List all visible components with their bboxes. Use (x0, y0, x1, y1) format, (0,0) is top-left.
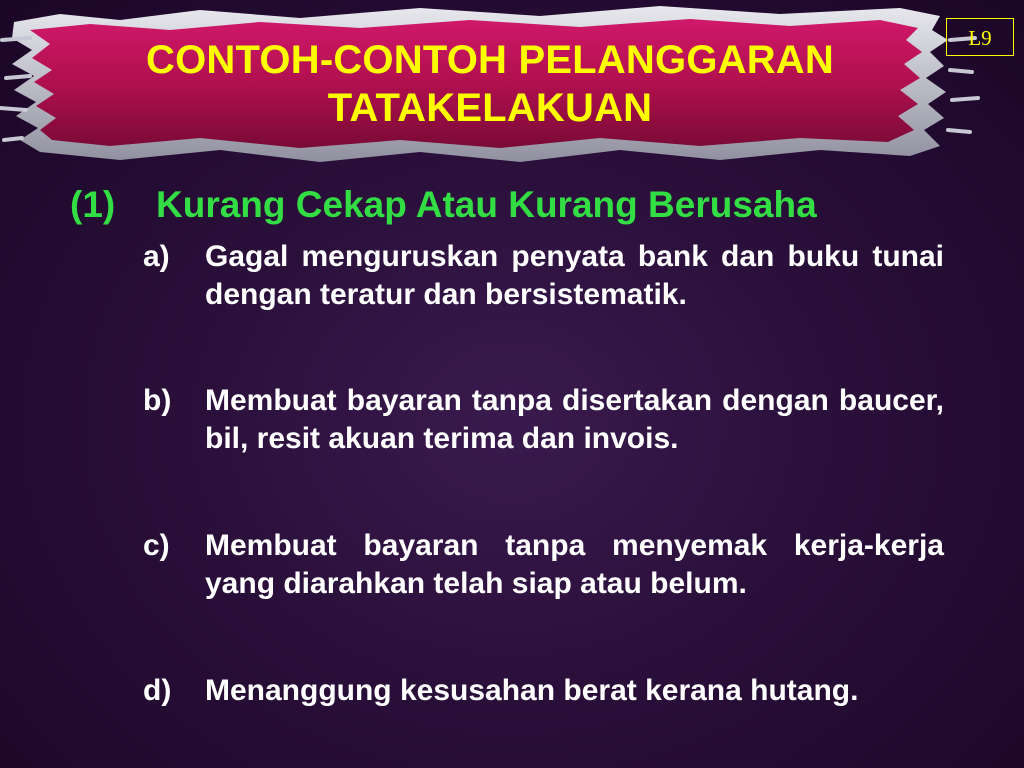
slide-number-badge: L9 (946, 18, 1014, 56)
list-item-text: Membuat bayaran tanpa disertakan dengan baucer, bil, resit akuan terima dan invois. (205, 384, 944, 455)
title-banner (0, 0, 1024, 170)
list-item-text: Gagal menguruskan penyata bank dan buku tunai dengan teratur dan bersistematik. (205, 240, 944, 311)
list-item-letter: d) (143, 674, 172, 707)
list-item-letter: a) (143, 240, 170, 273)
section-heading-text: Kurang Cekap Atau Kurang Berusaha (156, 184, 817, 225)
list-item-text: Menanggung kesusahan berat kerana hutang. (205, 674, 859, 707)
section-heading (70, 183, 817, 227)
slide-title-line-1: CONTOH-CONTOH PELANGGARAN (146, 38, 834, 82)
list-item-letter: c) (143, 529, 170, 562)
list-item-text: Membuat bayaran tanpa menyemak kerja-kerja yang diarahkan telah siap atau belum. (205, 529, 944, 600)
section-number: (1) (70, 184, 116, 225)
list-item-letter: b) (143, 384, 172, 417)
slide-title-line-2: TATAKELAKUAN (327, 86, 653, 130)
